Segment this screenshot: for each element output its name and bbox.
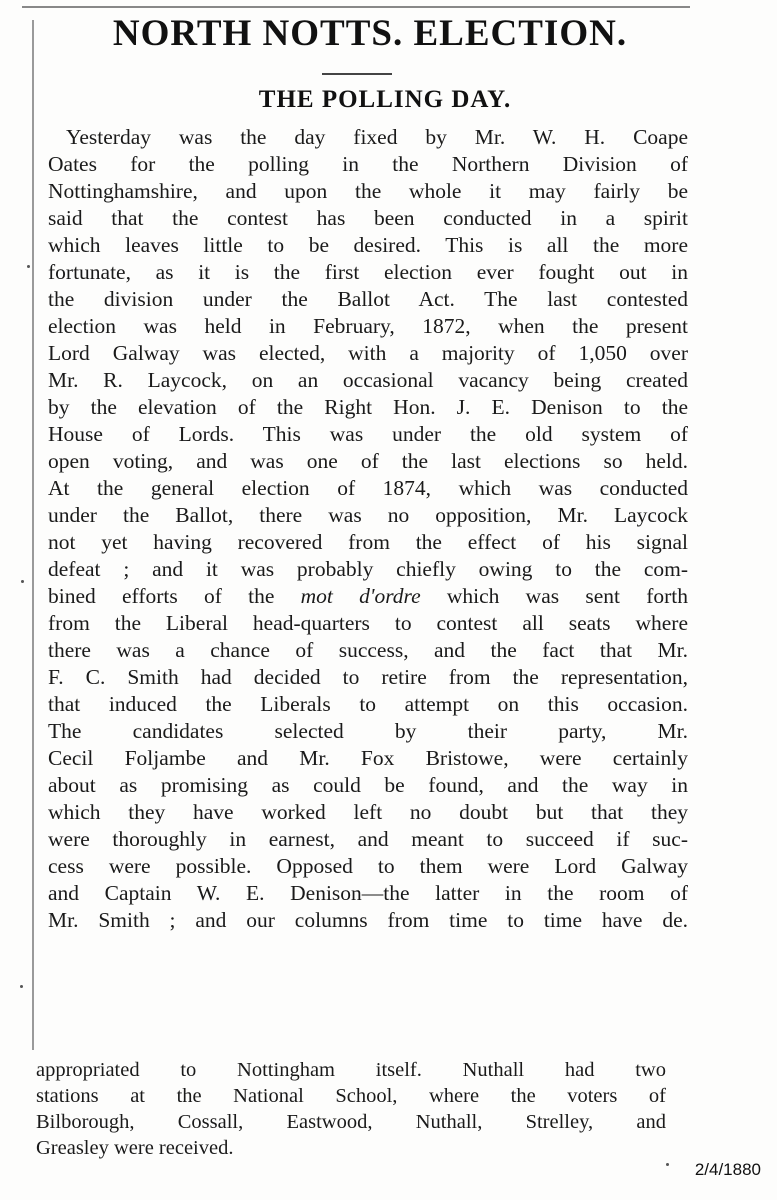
article-line: open voting, and was one of the last elections so held. [48, 449, 688, 473]
article-line: Oates for the polling in the Northern Division of [48, 152, 688, 176]
article-line: The candidates selected by their party, Mr. [48, 719, 688, 743]
article-line: were thoroughly in earnest, and meant to succeed if suc- [48, 827, 688, 851]
continuation-line: Bilborough, Cossall, Eastwood, Nuthall, Strelley, and [36, 1111, 666, 1133]
article-line: not yet having recovered from the effect of his signal [48, 530, 688, 554]
article-line: F. C. Smith had decided to retire from the representation, [48, 665, 688, 689]
article-line: At the general election of 1874, which was conducted [48, 476, 688, 500]
article-line: that induced the Liberals to attempt on this occasion. [48, 692, 688, 716]
article-continuation [36, 1057, 666, 1161]
article-line: and Captain W. E. Denison—the latter in the room of [48, 881, 688, 905]
article-line: Mr. Smith ; and our columns from time to time have de. [48, 908, 688, 932]
article-line: the division under the Ballot Act. The last contested [48, 287, 688, 311]
article-line: Nottinghamshire, and upon the whole it may fairly be [48, 179, 688, 203]
article-line: which they have worked left no doubt but that they [48, 800, 688, 824]
article-body [48, 124, 688, 934]
article-line: said that the contest has been conducted in a spirit [48, 206, 688, 230]
continuation-line: stations at the National School, where the voters of [36, 1085, 666, 1107]
date-stamp: 2/4/1880 [694, 1160, 761, 1179]
headline: NORTH NOTTS. ELECTION. [112, 13, 628, 54]
article-line: under the Ballot, there was no opposition, Mr. Laycock [48, 503, 688, 527]
article-line: Mr. R. Laycock, on an occasional vacancy being created [48, 368, 688, 392]
print-speck [27, 265, 30, 268]
article-line: Cecil Foljambe and Mr. Fox Bristowe, were certainly [48, 746, 688, 770]
article-line: defeat ; and it was probably chiefly owing to the com- [48, 557, 688, 581]
article-line: fortunate, as it is the first election ever fought out in [48, 260, 688, 284]
headline-divider [322, 73, 392, 75]
article-line: bined efforts of the mot d'ordre which was sent forth [48, 584, 688, 608]
article-line: there was a chance of success, and the fact that Mr. [48, 638, 688, 662]
article-line: about as promising as could be found, and the way in [48, 773, 688, 797]
article-line: Yesterday was the day fixed by Mr. W. H. Coape [66, 125, 688, 149]
article-line: from the Liberal head-quarters to contest all seats where [48, 611, 688, 635]
article-line: which leaves little to be desired. This is all the more [48, 233, 688, 257]
top-rule [22, 6, 690, 8]
article-line: cess were possible. Opposed to them were Lord Galway [48, 854, 688, 878]
continuation-line: appropriated to Nottingham itself. Nuthall had two [36, 1059, 666, 1081]
article-line: by the elevation of the Right Hon. J. E. Denison to the [48, 395, 688, 419]
article-line: election was held in February, 1872, when the present [48, 314, 688, 338]
article-line: Lord Galway was elected, with a majority of 1,050 over [48, 341, 688, 365]
print-speck [20, 985, 23, 988]
column-rule [32, 20, 34, 1050]
continuation-line: Greasley were received. [36, 1137, 234, 1159]
subheading: THE POLLING DAY. [258, 86, 512, 113]
print-speck [666, 1163, 669, 1166]
article-line: House of Lords. This was under the old system of [48, 422, 688, 446]
print-speck [21, 580, 24, 583]
